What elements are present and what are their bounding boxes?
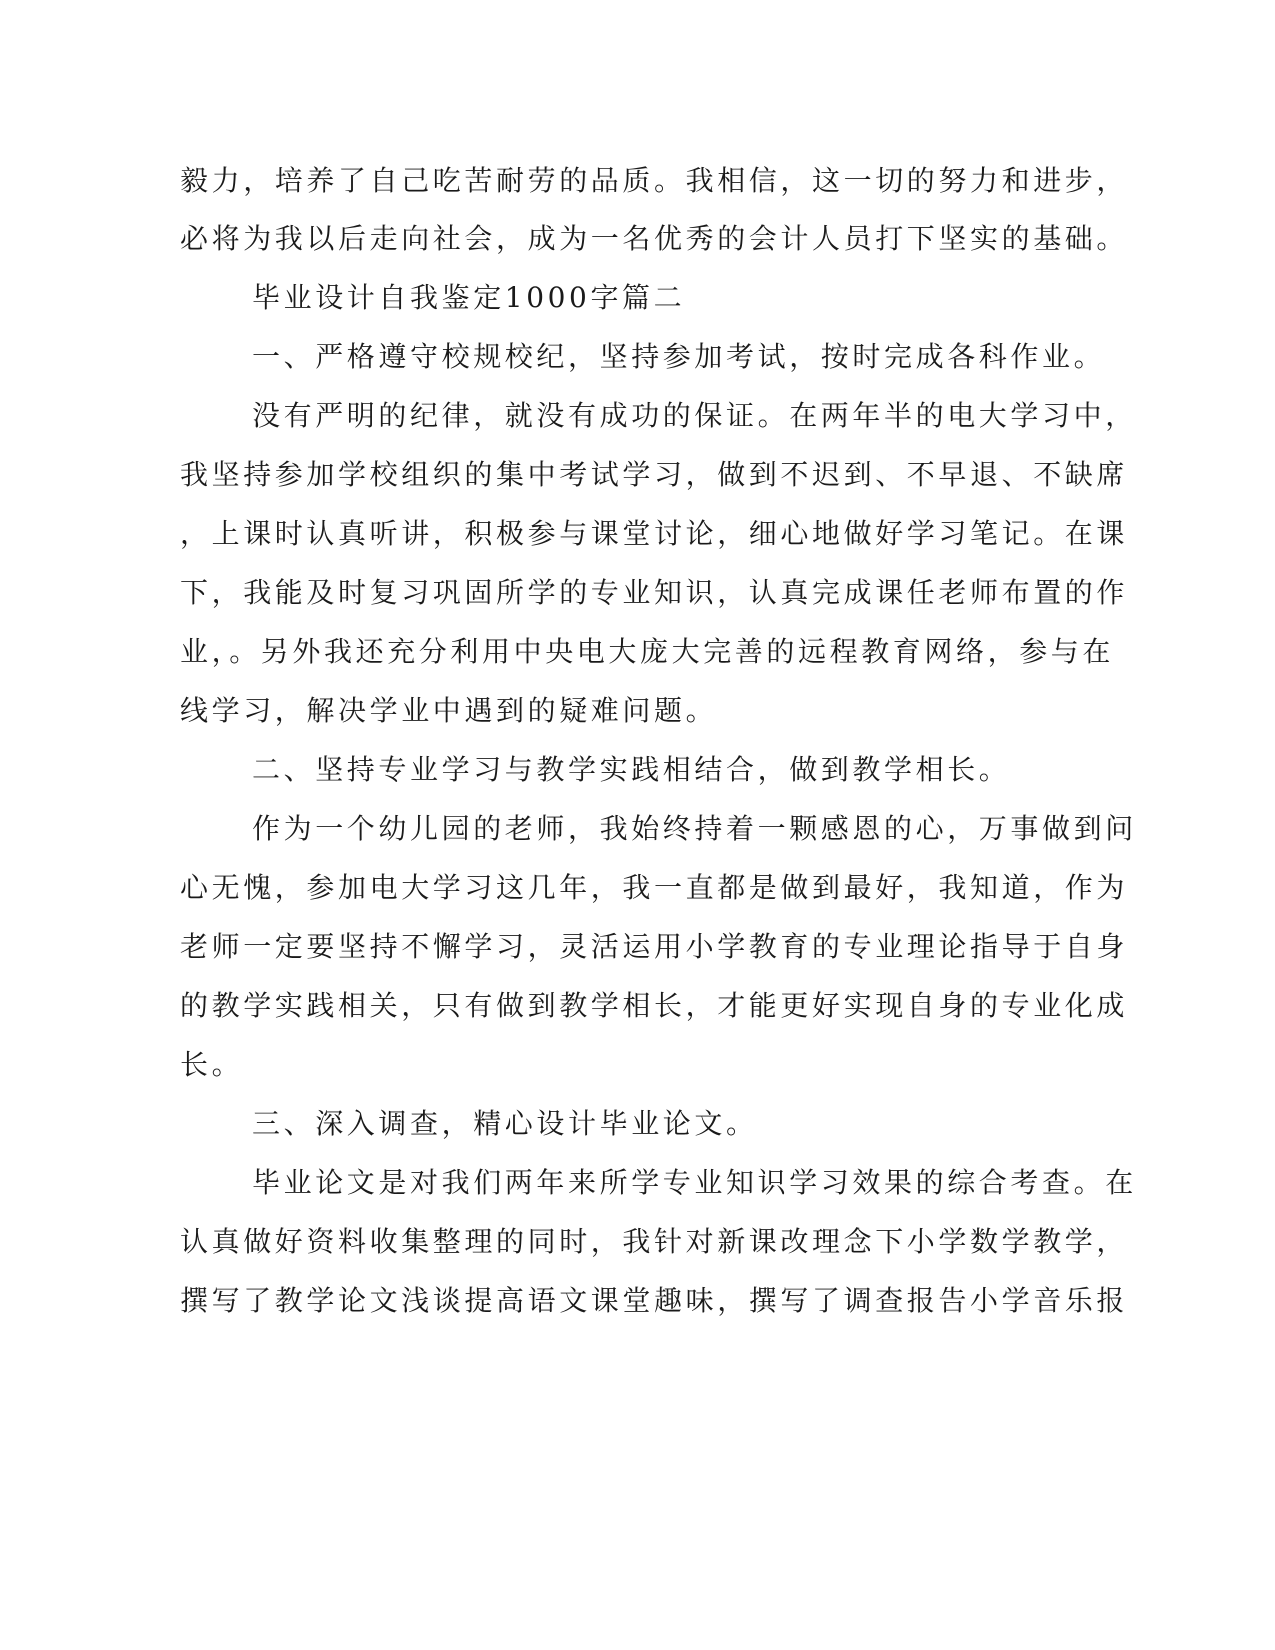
text-line: 毅力，培养了自己吃苦耐劳的品质。我相信，这一切的努力和进步， — [180, 164, 1129, 197]
text-line: 作为一个幼儿园的老师，我始终持着一颗感恩的心，万事做到问 — [252, 812, 1137, 845]
text-line: 长。 — [180, 1048, 244, 1081]
section-heading: 二、坚持专业学习与教学实践相结合，做到教学相长。 — [252, 753, 1011, 786]
text-line: 撰写了教学论文浅谈提高语文课堂趣味，撰写了调查报告小学音乐报 — [180, 1284, 1129, 1317]
text-line: 老师一定要坚持不懈学习，灵活运用小学教育的专业理论指导于自身 — [180, 930, 1129, 963]
section-heading: 一、严格遵守校规校纪，坚持参加考试，按时完成各科作业。 — [252, 340, 1106, 373]
text-line: 下，我能及时复习巩固所学的专业知识，认真完成课任老师布置的作 — [180, 576, 1129, 609]
text-line: 我坚持参加学校组织的集中考试学习，做到不迟到、不早退、不缺席 — [180, 458, 1129, 491]
section-heading: 三、深入调查，精心设计毕业论文。 — [252, 1107, 758, 1140]
text-line: 认真做好资料收集整理的同时，我针对新课改理念下小学数学教学， — [180, 1225, 1129, 1258]
text-line: 必将为我以后走向社会，成为一名优秀的会计人员打下坚实的基础。 — [180, 222, 1129, 255]
text-line: 业，。另外我还充分利用中央电大庞大完善的远程教育网络，参与在 — [180, 635, 1115, 668]
text-line: ，上课时认真听讲，积极参与课堂讨论，细心地做好学习笔记。在课 — [180, 517, 1129, 550]
text-line: 没有严明的纪律，就没有成功的保证。在两年半的电大学习中， — [252, 399, 1137, 432]
section-title: 毕业设计自我鉴定1000字篇二 — [252, 281, 686, 314]
text-line: 线学习，解决学业中遇到的疑难问题。 — [180, 694, 718, 727]
text-line: 的教学实践相关，只有做到教学相长，才能更好实现自身的专业化成 — [180, 989, 1129, 1022]
text-line: 毕业论文是对我们两年来所学专业知识学习效果的综合考查。在 — [252, 1166, 1137, 1199]
text-line: 心无愧，参加电大学习这几年，我一直都是做到最好，我知道，作为 — [180, 871, 1129, 904]
